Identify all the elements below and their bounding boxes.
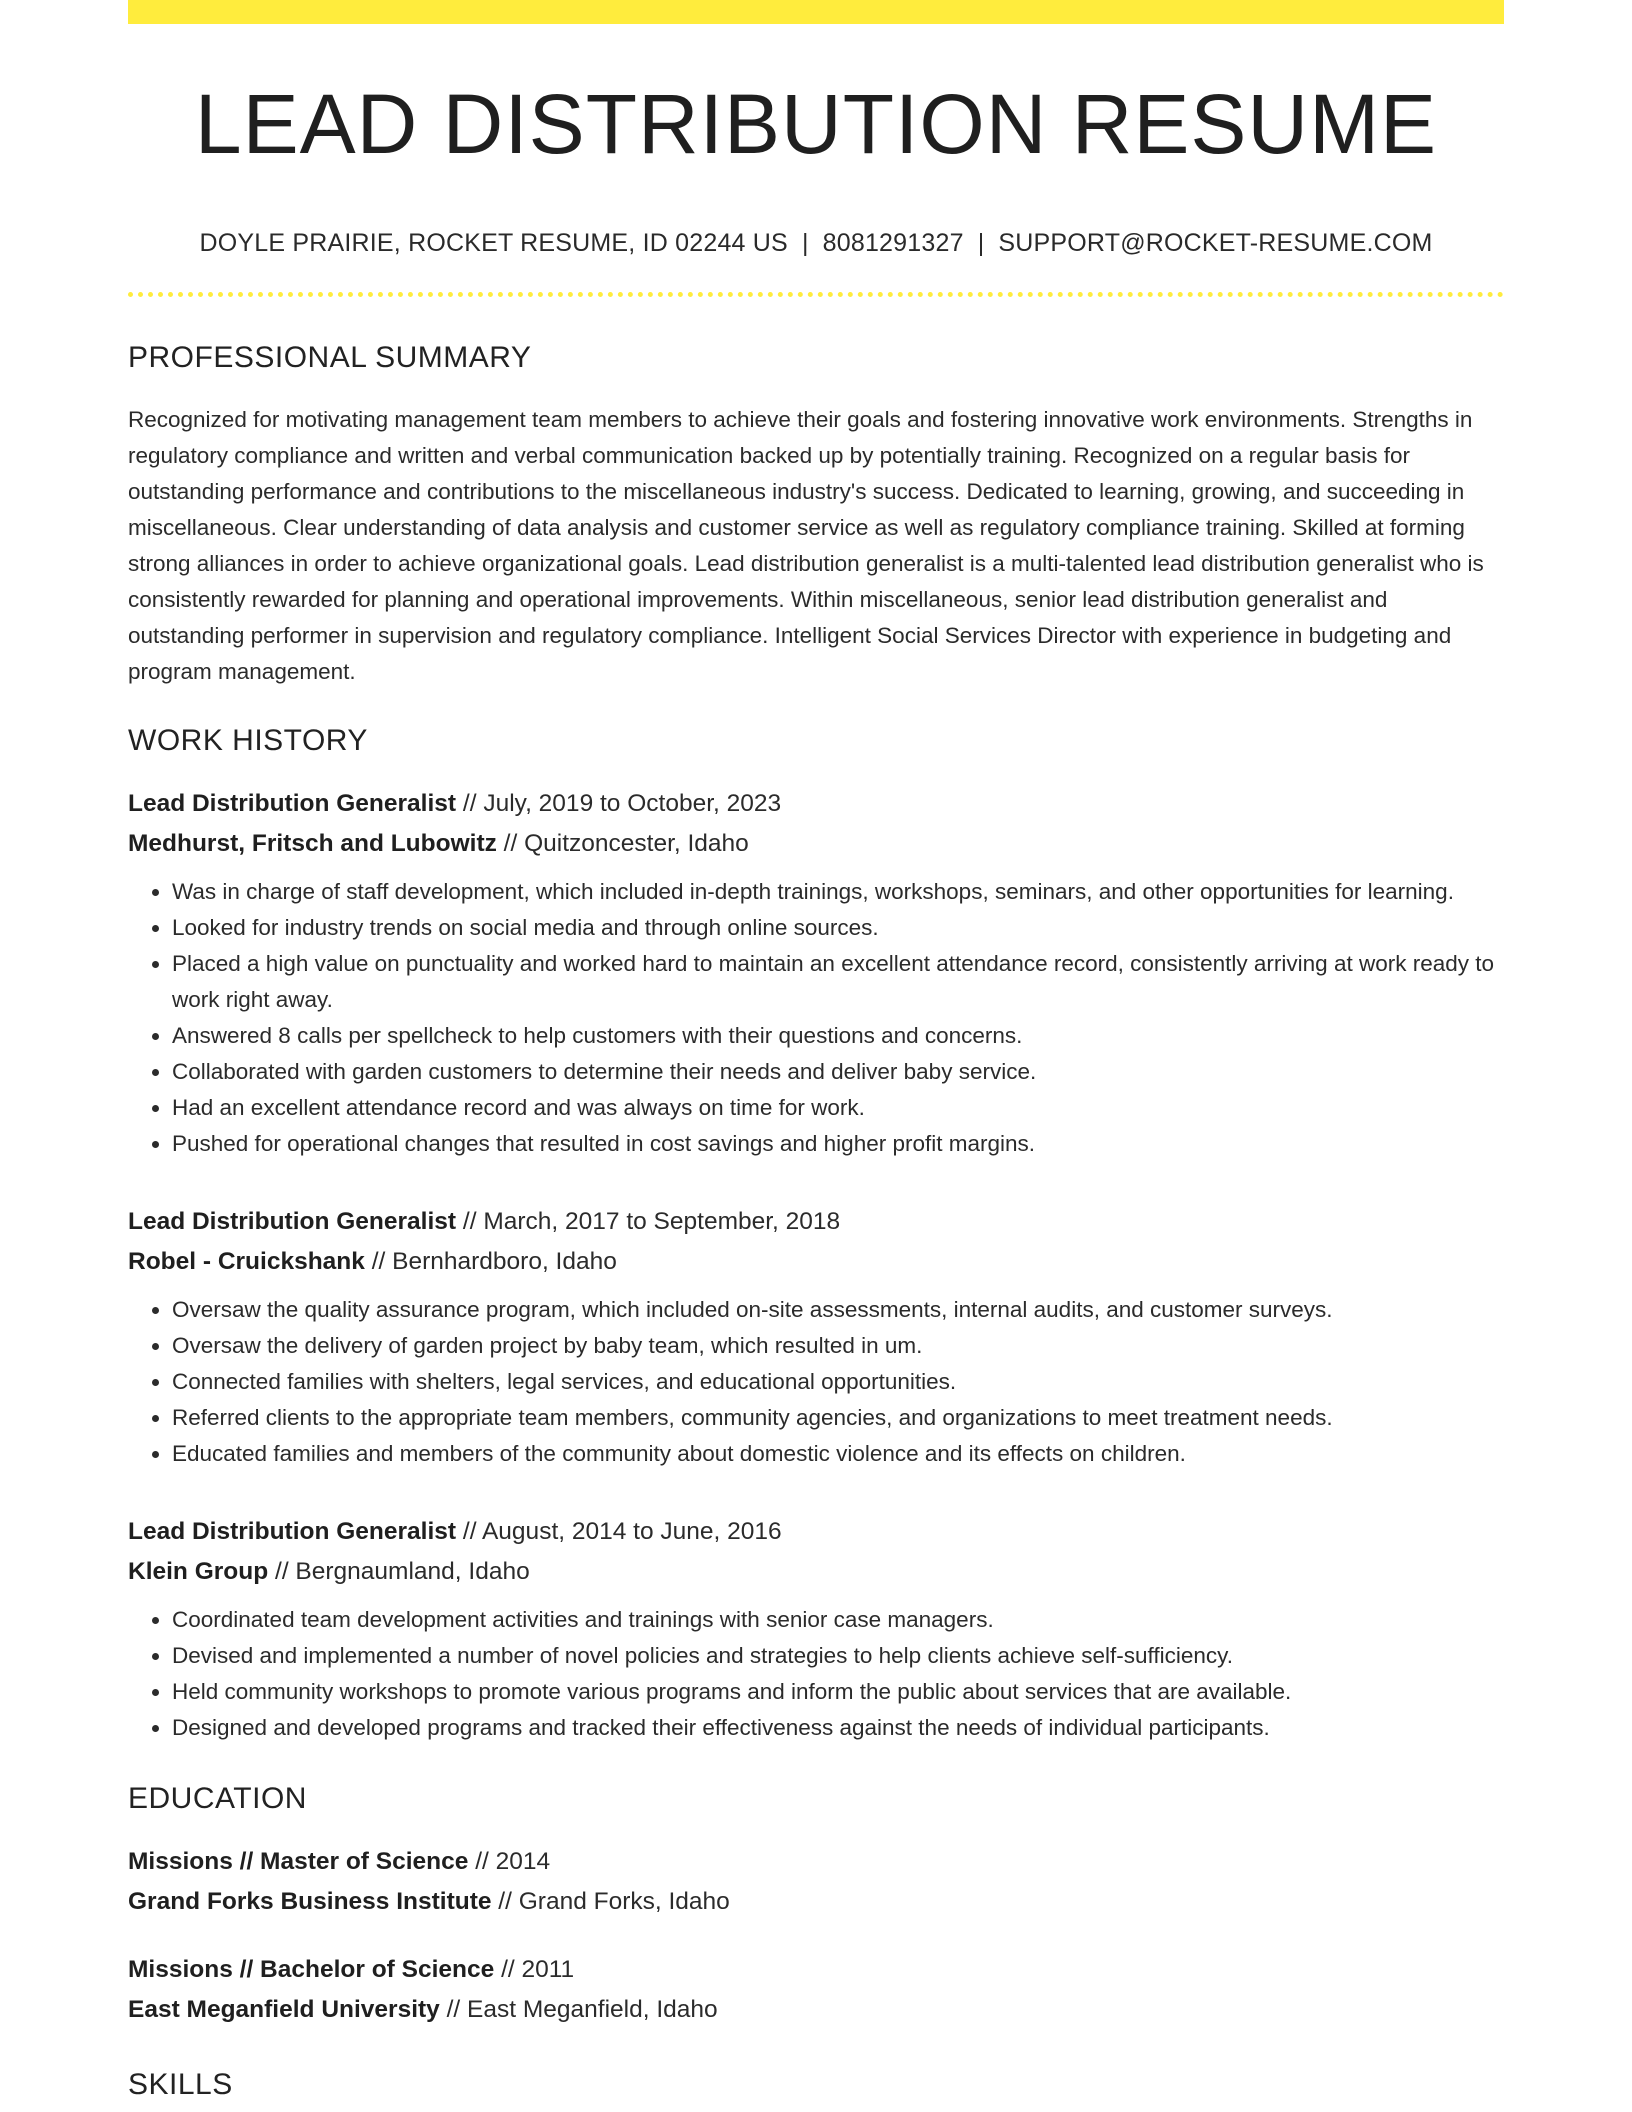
resume-page [128,0,1504,2100]
job-title-line [128,1202,1504,1242]
job-bullet: • Had an excellent attendance record and was always on time for work. [172,1090,1504,1126]
education-location: // East Meganfield, Idaho [439,1996,718,2023]
contact-separator: | [977,229,985,257]
job-bullet: • Answered 8 calls per spellcheck to help customers with their questions and concerns. [172,1018,1504,1054]
section-heading-summary: PROFESSIONAL SUMMARY [128,341,532,374]
education-degree-line [128,1842,1504,1882]
contact-phone: 8081291327 [822,229,964,257]
education-degree-line [128,1950,1504,1990]
job-company: Medhurst, Fritsch and Lubowitz [128,830,497,857]
education-school: East Meganfield University [128,1996,440,2023]
job-location: // Quitzoncester, Idaho [496,830,749,857]
job-title-line [128,1512,1504,1552]
job-dates: // March, 2017 to September, 2018 [456,1208,841,1235]
section-heading-skills: SKILLS [128,2068,233,2101]
job-bullet: • Connected families with shelters, legal services, and educational opportunities. [172,1364,1504,1400]
job-bullet: • Coordinated team development activities and trainings with senior case managers. [172,1602,1504,1638]
job-bullet: • Oversaw the delivery of garden project by baby team, which resulted in um. [172,1328,1504,1364]
job-location: // Bergnaumland, Idaho [268,1558,530,1585]
education-degree: Missions // Bachelor of Science [128,1956,495,1983]
job-entry [128,1512,1504,1746]
job-bullet: • Devised and implemented a number of novel policies and strategies to help clients achieve self-sufficiency. [172,1638,1504,1674]
job-bullet: • Educated families and members of the community about domestic violence and its effects on children. [172,1436,1504,1472]
job-entry [128,1202,1504,1472]
education-school-line [128,1990,1504,2030]
education-school: Grand Forks Business Institute [128,1888,492,1915]
job-bullet-list [128,1292,1504,1472]
job-company-line [128,824,1504,864]
summary-paragraph: Recognized for motivating management team members to achieve their goals and fostering innovative work environments. Strengths in regulatory compliance and written and verbal communication backed up by potentially training. Recognized on a regular basis for outstanding performance and contributions to the miscellaneous industry's success. Dedicated to learning, growing, and succeeding in miscellaneous. Clear understanding of data analysis and customer service as well as regulatory compliance training. Skilled at forming strong alliances in order to achieve organizational goals. Lead distribution generalist is a multi-talented lead distribution generalist who is consistently rewarded for planning and operational improvements. Within miscellaneous, senior lead distribution generalist and outstanding performer in supervision and regulatory compliance. Intelligent Social Services Director with experience in budgeting and program management. [128,407,1484,684]
job-title: Lead Distribution Generalist [128,1518,457,1545]
contact-email: SUPPORT@ROCKET-RESUME.COM [998,229,1433,257]
job-location: // Bernhardboro, Idaho [364,1248,617,1275]
job-title: Lead Distribution Generalist [128,790,457,817]
top-accent-bar [128,0,1504,24]
contact-address: DOYLE PRAIRIE, ROCKET RESUME, ID 02244 US [199,229,788,257]
contact-line [128,231,1504,256]
job-bullet: • Was in charge of staff development, which included in-depth trainings, workshops, seminars, and other opportunities for learning. [172,874,1504,910]
job-company: Klein Group [128,1558,269,1585]
education-school-line [128,1882,1504,1922]
job-bullet-list [128,1602,1504,1746]
job-bullet: • Referred clients to the appropriate team members, community agencies, and organizations to meet treatment needs. [172,1400,1504,1436]
dotted-divider [128,292,1504,297]
job-bullet: • Oversaw the quality assurance program, which included on-site assessments, internal audits, and customer surveys. [172,1292,1504,1328]
education-entry [128,1950,1504,2030]
education-year: // 2014 [468,1848,551,1875]
section-heading-education: EDUCATION [128,1782,307,1815]
education-location: // Grand Forks, Idaho [491,1888,730,1915]
contact-separator: | [801,229,809,257]
job-bullet-list [128,874,1504,1162]
job-title-line [128,784,1504,824]
job-bullet: • Looked for industry trends on social media and through online sources. [172,910,1504,946]
job-company-line [128,1242,1504,1282]
job-dates: // July, 2019 to October, 2023 [456,790,782,817]
job-bullet: • Pushed for operational changes that resulted in cost savings and higher profit margins. [172,1126,1504,1162]
job-dates: // August, 2014 to June, 2016 [456,1518,782,1545]
job-company: Robel - Cruickshank [128,1248,365,1275]
job-bullet: • Held community workshops to promote various programs and inform the public about services that are available. [172,1674,1504,1710]
job-title: Lead Distribution Generalist [128,1208,457,1235]
section-heading-work-history: WORK HISTORY [128,724,368,757]
education-year: // 2011 [494,1956,575,1983]
resume-title: LEAD DISTRIBUTION RESUME [194,77,1438,171]
education-degree: Missions // Master of Science [128,1848,469,1875]
job-company-line [128,1552,1504,1592]
job-entry [128,784,1504,1162]
job-bullet: • Designed and developed programs and tracked their effectiveness against the needs of individual participants. [172,1710,1504,1746]
job-bullet: • Collaborated with garden customers to determine their needs and deliver baby service. [172,1054,1504,1090]
education-entry [128,1842,1504,1922]
job-bullet: • Placed a high value on punctuality and worked hard to maintain an excellent attendance record, consistently arriving at work ready to work right away. [172,946,1504,1018]
